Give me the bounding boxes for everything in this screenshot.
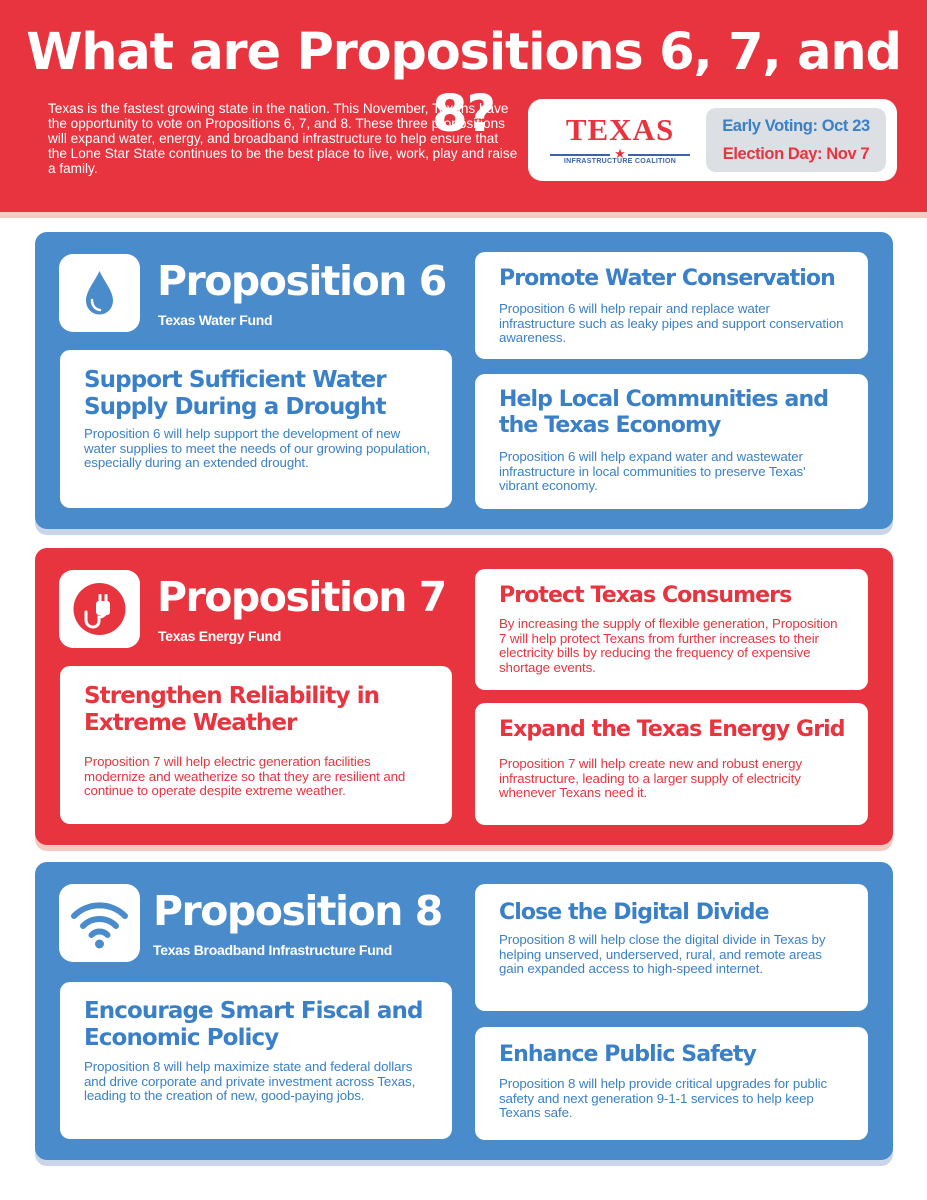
- card-text: Proposition 7 will help create new and robust energy infrastructure, leading to a larger supply of electricity whenever Texans need it.: [499, 756, 803, 801]
- proposition-6-title: Proposition 6: [157, 257, 446, 305]
- card-protect-consumers: [475, 569, 868, 690]
- proposition-8-subtitle: Texas Broadband Infrastructure Fund: [153, 942, 392, 958]
- logo-rule-left: [550, 154, 610, 156]
- card-heading: Encourage Smart Fiscal and Economic Policy: [84, 998, 423, 1051]
- card-fiscal-policy: [60, 982, 452, 1139]
- card-text: Proposition 6 will help repair and replace water infrastructure such as leaky pipes and support conservation awareness.: [499, 301, 844, 346]
- page-title: What are Propositions 6, 7, and 8?: [26, 23, 901, 144]
- card-text: Proposition 8 will help close the digital divide in Texas by helping unserved, underserved, rural, and remote areas gain expanded access to high-speed internet.: [499, 932, 826, 977]
- card-extreme-weather: [60, 666, 452, 824]
- proposition-6-panel: [35, 232, 893, 529]
- header-banner: [0, 0, 927, 212]
- card-text: Proposition 8 will help maximize state and federal dollars and drive corporate and private investment across Texas, leading to the creation of new, good-paying jobs.: [84, 1059, 416, 1104]
- proposition-7-subtitle: Texas Energy Fund: [158, 628, 282, 644]
- card-text: Proposition 6 will help support the development of new water supplies to meet the needs of our growing population, especially during an extended drought.: [84, 426, 430, 471]
- intro-text: Texas is the fastest growing state in the nation. This November, Texans have the opportunity to vote on Propositions 6, 7, and 8. These three propositions will expand water, energy, and broadband infrastructure to help ensure that the Lone Star State continues to be the best place to live, work, play and raise a family.: [48, 101, 518, 176]
- card-public-safety: [475, 1027, 868, 1140]
- logo-wordmark: TEXAS: [565, 112, 675, 147]
- proposition-7-panel: [35, 548, 893, 845]
- card-heading: Expand the Texas Energy Grid: [499, 717, 845, 742]
- card-heading: Help Local Communities and the Texas Economy: [499, 387, 829, 438]
- header-stripe: [0, 212, 927, 218]
- card-heading: Close the Digital Divide: [499, 900, 769, 925]
- card-heading: Protect Texas Consumers: [499, 583, 792, 608]
- card-text: Proposition 6 will help expand water and wastewater infrastructure in local communities to preserve Texas' vibrant economy.: [499, 449, 806, 494]
- card-local-communities: [475, 374, 868, 509]
- card-text: Proposition 7 will help electric generation facilities modernize and weatherize so that they are resilient and continue to operate despite extreme weather.: [84, 754, 406, 799]
- card-heading: Strengthen Reliability in Extreme Weather: [84, 683, 380, 736]
- early-voting-date: Early Voting: Oct 23: [722, 117, 870, 135]
- election-day-date: Election Day: Nov 7: [722, 145, 870, 163]
- card-digital-divide: [475, 884, 868, 1011]
- card-heading: Promote Water Conservation: [499, 266, 835, 291]
- wifi-icon: [59, 884, 140, 962]
- dates-box: [706, 108, 886, 172]
- texas-infrastructure-coalition-logo: [546, 113, 694, 169]
- card-heading: Support Sufficient Water Supply During a Drought: [84, 367, 386, 420]
- card-text: By increasing the supply of flexible generation, Proposition 7 will help protect Texans from further increases to their electricity bills by reducing the frequency of expensive shortage events.: [499, 616, 838, 675]
- logo-rule-right: [628, 154, 690, 156]
- proposition-6-subtitle: Texas Water Fund: [158, 312, 273, 328]
- voting-dates-card: [528, 99, 897, 181]
- proposition-7-title: Proposition 7: [157, 573, 446, 621]
- card-heading: Enhance Public Safety: [499, 1042, 756, 1067]
- proposition-8-panel: [35, 862, 893, 1160]
- power-plug-icon: [59, 570, 140, 648]
- card-water-drought: [60, 350, 452, 508]
- water-drop-icon: [59, 254, 140, 332]
- card-energy-grid: [475, 703, 868, 825]
- card-text: Proposition 8 will help provide critical upgrades for public safety and next generation 9-1-1 services to help keep Texans safe.: [499, 1076, 828, 1121]
- star-icon: ★: [614, 146, 626, 161]
- card-water-conservation: [475, 252, 868, 359]
- proposition-8-title: Proposition 8: [153, 887, 442, 935]
- logo-subtitle: INFRASTRUCTURE COALITION: [563, 158, 677, 165]
